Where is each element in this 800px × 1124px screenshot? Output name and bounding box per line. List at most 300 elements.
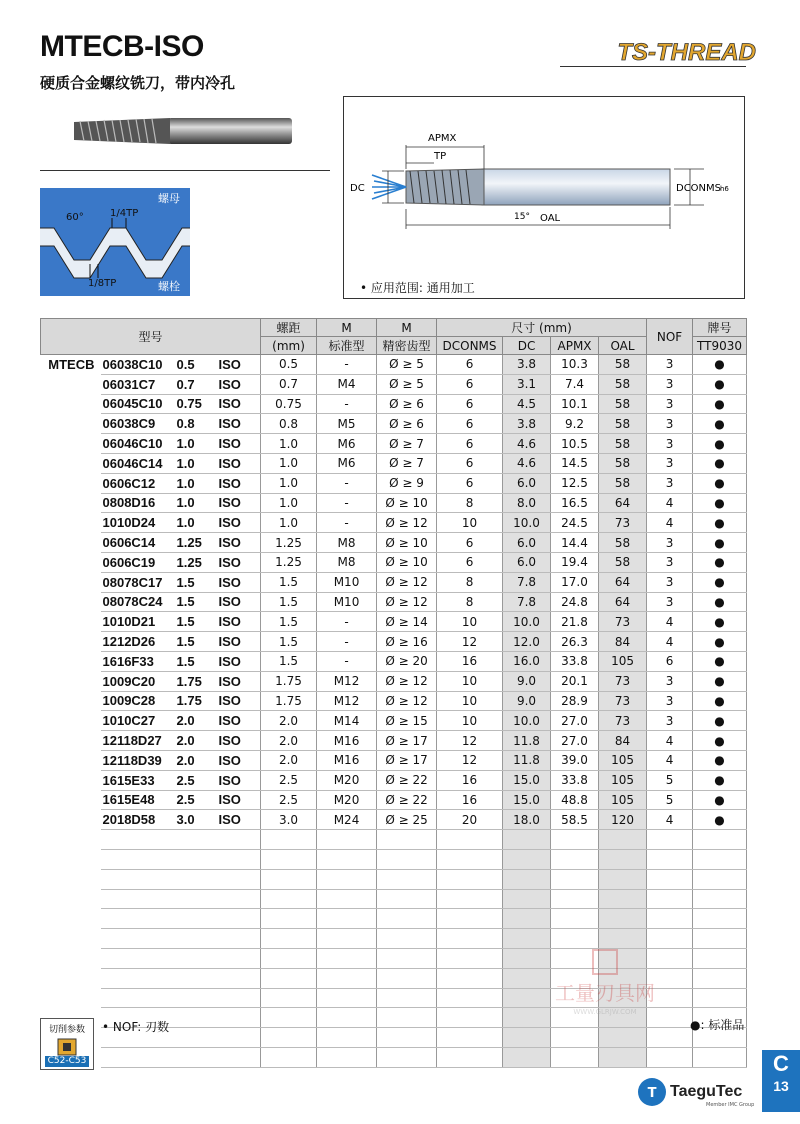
model-name: 0606C14: [102, 535, 156, 551]
taegutec-logo: [636, 1074, 756, 1110]
model-s: ISO: [218, 574, 241, 590]
model-p: 2.0: [176, 713, 195, 729]
cell-dc: 3.8: [503, 414, 551, 434]
cell-dc: 7.8: [503, 572, 551, 592]
model-name: 06038C9: [102, 416, 156, 432]
cell-dconms: 6: [437, 394, 503, 414]
cell-g: ●: [693, 750, 747, 770]
cell-dconms: 10: [437, 671, 503, 691]
cell-g: ●: [693, 414, 747, 434]
model-cell: [101, 810, 261, 830]
cell-pitch: 1.25: [261, 533, 317, 553]
model-s: ISO: [218, 436, 241, 452]
model-name: 1615E33: [102, 772, 155, 788]
cell-g: ●: [693, 810, 747, 830]
cell-nof: 3: [647, 533, 693, 553]
table-row: [41, 394, 747, 414]
cutting-data-badge[interactable]: [40, 1018, 94, 1070]
series-cell: MTECB: [48, 357, 95, 373]
header-dc: DC: [503, 337, 551, 355]
cell-g: ●: [693, 572, 747, 592]
model-name: 1009C20: [102, 673, 156, 689]
series-cell: [41, 770, 101, 790]
cell-m: M4: [317, 374, 377, 394]
cell-apmx: 7.4: [551, 374, 599, 394]
header-m2: M: [377, 319, 437, 337]
cell-dc: 4.6: [503, 434, 551, 454]
table-row: [41, 691, 747, 711]
cell-oal: 64: [599, 592, 647, 612]
cell-m: M10: [317, 592, 377, 612]
cell-fine: Ø ≥ 9: [377, 473, 437, 493]
cell-nof: 4: [647, 513, 693, 533]
cell-dconms: 6: [437, 355, 503, 375]
cell-pitch: 0.5: [261, 355, 317, 375]
model-name: 06046C10: [102, 436, 163, 452]
model-p: 0.7: [176, 376, 195, 392]
cell-apmx: 39.0: [551, 750, 599, 770]
cell-oal: 73: [599, 513, 647, 533]
header-rule: [560, 66, 746, 67]
standard-note: ●: 标准品: [690, 1018, 745, 1032]
header-grade: 牌号: [693, 319, 747, 337]
table-row: [41, 770, 747, 790]
table-row: [41, 513, 747, 533]
cell-oal: 73: [599, 671, 647, 691]
model-cell: [101, 394, 261, 414]
series-cell: [41, 671, 101, 691]
nut-label: 螺母: [158, 192, 180, 205]
cell-pitch: 1.0: [261, 453, 317, 473]
cell-g: ●: [693, 790, 747, 810]
dimension-drawing: [344, 97, 744, 272]
cell-dconms: 6: [437, 374, 503, 394]
model-p: 1.5: [176, 614, 195, 630]
cell-dc: 18.0: [503, 810, 551, 830]
ts-thread-logo: [560, 34, 760, 68]
cell-pitch: 2.5: [261, 770, 317, 790]
cell-m: -: [317, 394, 377, 414]
model-s: ISO: [218, 634, 241, 650]
header-apmx: APMX: [551, 337, 599, 355]
model-cell: [101, 414, 261, 434]
cell-apmx: 33.8: [551, 770, 599, 790]
cell-nof: 3: [647, 691, 693, 711]
table-row: [41, 671, 747, 691]
cell-m: M5: [317, 414, 377, 434]
cell-pitch: 1.5: [261, 651, 317, 671]
cell-m: -: [317, 355, 377, 375]
cell-oal: 58: [599, 453, 647, 473]
cell-g: ●: [693, 711, 747, 731]
model-p: 2.0: [176, 733, 195, 749]
model-cell: [101, 493, 261, 513]
section-letter: C: [773, 1051, 789, 1076]
model-p: 1.0: [176, 495, 195, 511]
model-cell: [101, 434, 261, 454]
cell-pitch: 1.0: [261, 493, 317, 513]
cell-dconms: 10: [437, 612, 503, 632]
cell-m: M24: [317, 810, 377, 830]
cell-fine: Ø ≥ 10: [377, 552, 437, 572]
model-cell: [101, 473, 261, 493]
series-cell: [41, 810, 101, 830]
series-cell: [41, 493, 101, 513]
model-name: 0606C12: [102, 475, 156, 491]
cell-pitch: 1.5: [261, 632, 317, 652]
model-p: 2.5: [176, 772, 195, 788]
model-s: ISO: [218, 356, 241, 372]
model-cell: [101, 711, 261, 731]
table-row: [41, 810, 747, 830]
header-model: 型号: [41, 319, 261, 355]
cell-m: -: [317, 612, 377, 632]
header-m-fine: 精密齿型: [377, 337, 437, 355]
cell-apmx: 10.3: [551, 355, 599, 375]
series-cell: [41, 790, 101, 810]
model-cell: [101, 592, 261, 612]
tp-label: TP: [434, 151, 447, 162]
cell-fine: Ø ≥ 12: [377, 513, 437, 533]
cell-apmx: 27.0: [551, 731, 599, 751]
cell-nof: 5: [647, 790, 693, 810]
model-cell: [101, 651, 261, 671]
series-cell: [41, 592, 101, 612]
table-row: [41, 790, 747, 810]
table-row: [41, 434, 747, 454]
model-s: ISO: [218, 693, 241, 709]
model-s: ISO: [218, 772, 241, 788]
cell-nof: 4: [647, 493, 693, 513]
series-cell: [41, 711, 101, 731]
table-row: [41, 750, 747, 770]
cell-nof: 3: [647, 434, 693, 454]
table-row: [41, 355, 747, 375]
series-cell: [41, 691, 101, 711]
cell-pitch: 2.5: [261, 790, 317, 810]
cell-nof: 3: [647, 453, 693, 473]
table-row: [41, 533, 747, 553]
cell-oal: 58: [599, 473, 647, 493]
model-name: 0808D16: [102, 495, 156, 511]
model-s: ISO: [218, 416, 241, 432]
cell-nof: 3: [647, 394, 693, 414]
table-row: [41, 414, 747, 434]
table-row: [41, 592, 747, 612]
page-title: MTECB-ISO: [40, 30, 204, 63]
tool-photo: [70, 108, 300, 156]
model-p: 3.0: [176, 812, 195, 828]
series-cell: [41, 374, 101, 394]
series-cell: [41, 414, 101, 434]
cell-oal: 58: [599, 374, 647, 394]
model-name: 06038C10: [102, 356, 163, 372]
cell-oal: 105: [599, 770, 647, 790]
cell-dc: 3.1: [503, 374, 551, 394]
eighth-tp-label: 1/8TP: [88, 278, 117, 289]
cell-fine: Ø ≥ 12: [377, 592, 437, 612]
model-name: 1615E48: [102, 792, 155, 808]
table-row: [41, 374, 747, 394]
cell-apmx: 16.5: [551, 493, 599, 513]
model-name: 12118D27: [102, 733, 162, 749]
model-s: ISO: [218, 792, 241, 808]
cell-fine: Ø ≥ 5: [377, 374, 437, 394]
photo-rule: [40, 170, 330, 171]
angle-label: 60°: [66, 212, 84, 223]
model-name: 12118D39: [102, 752, 162, 768]
series-cell: [41, 612, 101, 632]
cell-fine: Ø ≥ 14: [377, 612, 437, 632]
table-row: [41, 453, 747, 473]
model-s: ISO: [218, 733, 241, 749]
cell-nof: 3: [647, 473, 693, 493]
model-s: ISO: [218, 812, 241, 828]
cell-oal: 105: [599, 750, 647, 770]
angle-15-label: 15°: [514, 212, 530, 222]
series-cell: [41, 533, 101, 553]
cell-dc: 4.5: [503, 394, 551, 414]
cell-oal: 58: [599, 355, 647, 375]
dc-label: DC: [350, 183, 365, 194]
table-row: [41, 493, 747, 513]
cell-g: ●: [693, 552, 747, 572]
cell-oal: 105: [599, 790, 647, 810]
svg-text:T: T: [647, 1086, 657, 1101]
cell-dconms: 12: [437, 750, 503, 770]
cell-dconms: 10: [437, 513, 503, 533]
cell-m: -: [317, 513, 377, 533]
cell-apmx: 26.3: [551, 632, 599, 652]
cell-fine: Ø ≥ 12: [377, 671, 437, 691]
model-s: ISO: [218, 554, 241, 570]
cell-nof: 3: [647, 572, 693, 592]
cell-m: M12: [317, 691, 377, 711]
apmx-label: APMX: [428, 133, 457, 144]
cell-oal: 58: [599, 434, 647, 454]
model-name: 1616F33: [102, 653, 154, 669]
cell-apmx: 10.1: [551, 394, 599, 414]
cell-m: M16: [317, 750, 377, 770]
cell-dconms: 10: [437, 691, 503, 711]
maker-name: TaeguTec: [670, 1083, 743, 1100]
cell-fine: Ø ≥ 22: [377, 770, 437, 790]
model-s: ISO: [218, 752, 241, 768]
cell-g: ●: [693, 453, 747, 473]
model-cell: [101, 731, 261, 751]
cell-dconms: 10: [437, 711, 503, 731]
model-name: 1212D26: [102, 634, 156, 650]
cell-pitch: 1.5: [261, 612, 317, 632]
model-cell: [101, 453, 261, 473]
dconms-label: DCONMS: [676, 183, 722, 194]
cell-oal: 58: [599, 552, 647, 572]
oal-label: OAL: [540, 213, 561, 224]
cell-pitch: 0.7: [261, 374, 317, 394]
application-range: • 应用范围: 通用加工: [360, 281, 475, 295]
cell-m: M8: [317, 533, 377, 553]
cell-dc: 16.0: [503, 651, 551, 671]
cell-m: M14: [317, 711, 377, 731]
cell-g: ●: [693, 671, 747, 691]
series-cell: [41, 552, 101, 572]
cell-nof: 4: [647, 612, 693, 632]
cell-m: -: [317, 493, 377, 513]
cell-nof: 3: [647, 374, 693, 394]
series-cell: [41, 731, 101, 751]
table-row: [41, 473, 747, 493]
cell-m: M20: [317, 770, 377, 790]
cell-dc: 3.8: [503, 355, 551, 375]
series-cell: [41, 572, 101, 592]
model-s: ISO: [218, 515, 241, 531]
watermark-url: WWW.GLRJW.COM: [573, 1008, 637, 1016]
cell-dconms: 8: [437, 572, 503, 592]
cell-m: -: [317, 651, 377, 671]
cell-g: ●: [693, 374, 747, 394]
cell-apmx: 24.5: [551, 513, 599, 533]
cell-dconms: 20: [437, 810, 503, 830]
book-icon: [56, 1037, 78, 1057]
cell-dconms: 6: [437, 473, 503, 493]
cell-fine: Ø ≥ 6: [377, 394, 437, 414]
empty-row: [41, 869, 747, 889]
cell-nof: 3: [647, 711, 693, 731]
cell-dc: 6.0: [503, 533, 551, 553]
cell-oal: 120: [599, 810, 647, 830]
model-s: ISO: [218, 594, 241, 610]
cell-oal: 84: [599, 731, 647, 751]
cell-oal: 64: [599, 572, 647, 592]
model-p: 1.5: [176, 634, 195, 650]
model-s: ISO: [218, 455, 241, 471]
cell-nof: 4: [647, 810, 693, 830]
cell-dconms: 6: [437, 552, 503, 572]
cell-nof: 3: [647, 355, 693, 375]
model-p: 0.5: [176, 356, 195, 372]
cell-fine: Ø ≥ 12: [377, 572, 437, 592]
cell-pitch: 1.75: [261, 671, 317, 691]
model-name: 08078C17: [102, 574, 163, 590]
cell-apmx: 27.0: [551, 711, 599, 731]
cell-apmx: 28.9: [551, 691, 599, 711]
series-cell: [41, 394, 101, 414]
cell-fine: Ø ≥ 20: [377, 651, 437, 671]
cell-fine: Ø ≥ 6: [377, 414, 437, 434]
cell-nof: 3: [647, 414, 693, 434]
table-row: [41, 632, 747, 652]
cell-dconms: 6: [437, 434, 503, 454]
cell-pitch: 1.0: [261, 473, 317, 493]
cell-dc: 7.8: [503, 592, 551, 612]
model-cell: [101, 572, 261, 592]
table-row: [41, 651, 747, 671]
cell-pitch: 2.0: [261, 711, 317, 731]
cell-dc: 8.0: [503, 493, 551, 513]
cell-fine: Ø ≥ 15: [377, 711, 437, 731]
table-row: [41, 612, 747, 632]
model-s: ISO: [218, 495, 241, 511]
cell-g: ●: [693, 473, 747, 493]
cell-apmx: 21.8: [551, 612, 599, 632]
bolt-label: 螺栓: [158, 280, 180, 293]
cell-pitch: 2.0: [261, 731, 317, 751]
series-cell: [41, 750, 101, 770]
quarter-tp-label: 1/4TP: [110, 208, 139, 219]
cell-dc: 10.0: [503, 711, 551, 731]
model-name: 08078C24: [102, 594, 163, 610]
cutting-data-ref: C52-C53: [45, 1056, 89, 1067]
cell-oal: 73: [599, 711, 647, 731]
model-name: 06045C10: [102, 396, 163, 412]
model-cell: [101, 632, 261, 652]
cell-dc: 6.0: [503, 552, 551, 572]
cell-pitch: 1.25: [261, 552, 317, 572]
header-m-std: 标准型: [317, 337, 377, 355]
cell-g: ●: [693, 731, 747, 751]
model-cell: [101, 790, 261, 810]
model-name: 1010D21: [102, 614, 156, 630]
model-p: 1.0: [176, 515, 195, 531]
cell-dconms: 12: [437, 731, 503, 751]
cell-dc: 4.6: [503, 453, 551, 473]
maker-sub: Member IMC Group: [706, 1102, 755, 1108]
cell-oal: 84: [599, 632, 647, 652]
cell-m: M8: [317, 552, 377, 572]
cell-g: ●: [693, 513, 747, 533]
cell-m: M6: [317, 453, 377, 473]
cell-oal: 105: [599, 651, 647, 671]
header-pitch: 螺距: [261, 319, 317, 337]
cell-fine: Ø ≥ 10: [377, 533, 437, 553]
header-dims: 尺寸 (mm): [437, 319, 647, 337]
section-tab: [762, 1050, 800, 1112]
model-cell: [101, 374, 261, 394]
cell-fine: Ø ≥ 10: [377, 493, 437, 513]
cutting-data-label: 切削参数: [48, 1025, 85, 1035]
cell-pitch: 3.0: [261, 810, 317, 830]
cell-nof: 3: [647, 552, 693, 572]
cell-apmx: 9.2: [551, 414, 599, 434]
table-row: [41, 572, 747, 592]
model-name: 06031C7: [102, 376, 156, 392]
series-cell: [41, 513, 101, 533]
model-name: 1010D24: [102, 515, 156, 531]
cell-oal: 58: [599, 394, 647, 414]
header-dconms: DCONMS: [437, 337, 503, 355]
cell-nof: 4: [647, 750, 693, 770]
cell-oal: 73: [599, 691, 647, 711]
cell-nof: 6: [647, 651, 693, 671]
cell-g: ●: [693, 691, 747, 711]
model-cell: [101, 612, 261, 632]
model-cell: [101, 671, 261, 691]
model-s: ISO: [218, 535, 241, 551]
cell-g: ●: [693, 533, 747, 553]
cell-dconms: 6: [437, 453, 503, 473]
cell-fine: Ø ≥ 7: [377, 453, 437, 473]
cell-apmx: 19.4: [551, 552, 599, 572]
cell-g: ●: [693, 394, 747, 414]
header-nof: NOF: [647, 319, 693, 355]
model-p: 0.8: [176, 416, 195, 432]
cell-dc: 6.0: [503, 473, 551, 493]
cell-dc: 11.8: [503, 750, 551, 770]
page-subtitle: 硬质合金螺纹铣刀，带内冷孔: [40, 74, 236, 92]
cell-g: ●: [693, 434, 747, 454]
model-p: 1.25: [176, 535, 202, 551]
cell-apmx: 24.8: [551, 592, 599, 612]
